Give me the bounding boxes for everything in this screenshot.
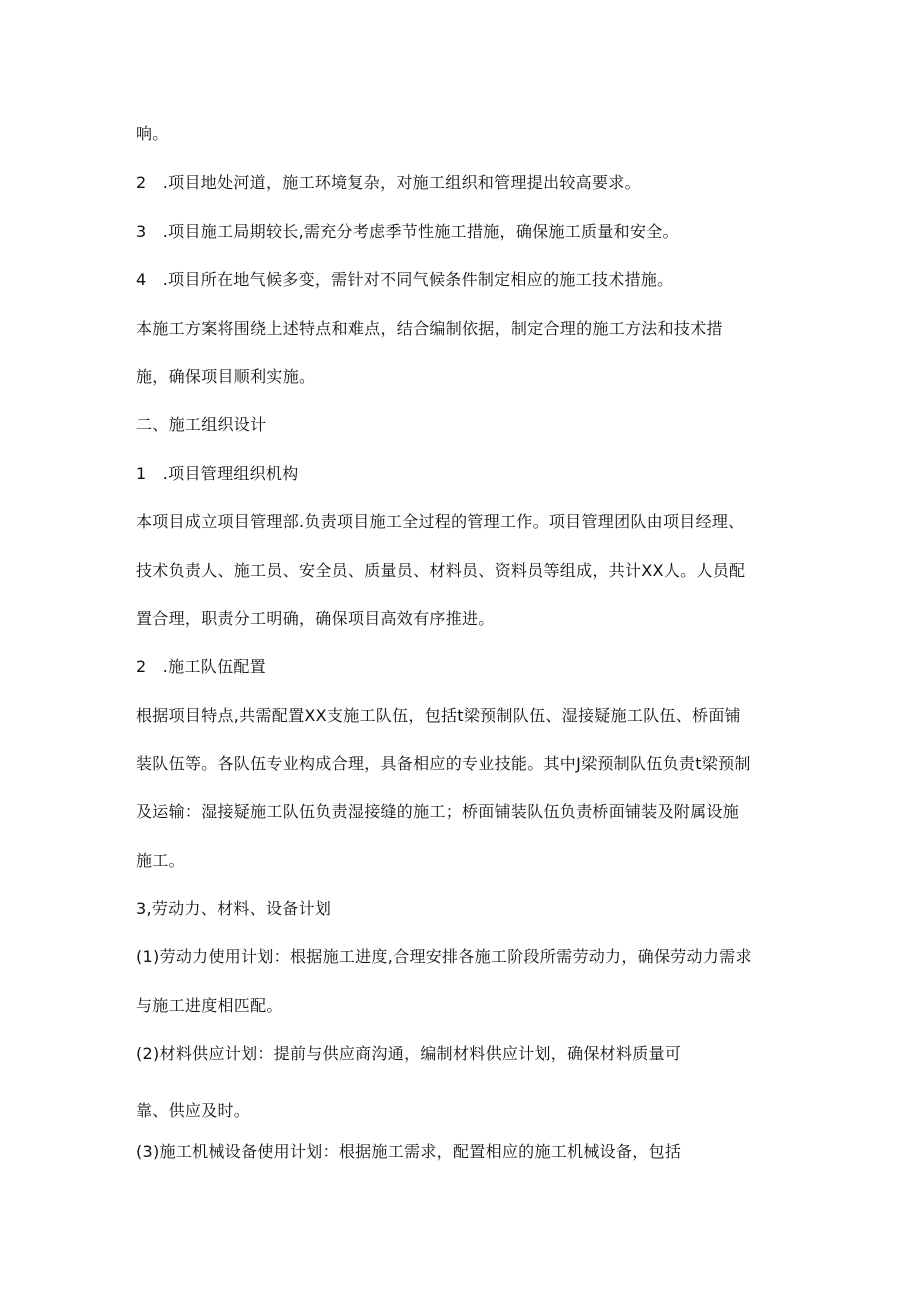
paragraph-line: 技术负责人、施工员、安全员、质量员、材料员、资料员等组成，共计XX人。人员配 xyxy=(136,561,746,580)
paragraph-line: 施工。 xyxy=(136,851,185,870)
section-heading: 二、施工组织设计 xyxy=(136,415,267,434)
paragraph-line: 靠、供应及时。 xyxy=(136,1101,251,1120)
list-item-3: 3 .项目施工局期较长,需充分考虑季节性施工措施，确保施工质量和安全。 xyxy=(136,222,679,241)
paragraph-line: 与施工进度相匹配。 xyxy=(136,996,283,1015)
subsection-heading: 2 .施工队伍配置 xyxy=(136,657,266,676)
paragraph-line: (2)材料供应计划：提前与供应商沟通，编制材料供应计划，确保材料质量可 xyxy=(136,1044,682,1063)
paragraph-line: (1)劳动力使用计划：根据施工进度,合理安排各施工阶段所需劳动力，确保劳动力需求 xyxy=(136,947,752,966)
text-line: 响。 xyxy=(136,124,169,143)
paragraph-line: 本施工方案将围绕上述特点和难点，结合编制依据，制定合理的施工方法和技术措 xyxy=(136,319,723,338)
list-item-2: 2 .项目地处河道，施工环境复杂，对施工组织和管理提出较高要求。 xyxy=(136,173,641,192)
paragraph-line: (3)施工机械设备使用计划：根据施工需求，配置相应的施工机械设备，包括 xyxy=(136,1142,682,1161)
subsection-heading: 1 .项目管理组织机构 xyxy=(136,464,299,483)
paragraph-line: 根据项目特点,共需配置XX支施工队伍，包括t梁预制队伍、湿接疑施工队伍、桥面铺 xyxy=(136,706,741,725)
paragraph-line: 置合理，职责分工明确，确保项目高效有序推进。 xyxy=(136,609,495,628)
paragraph-line: 施，确保项目顺利实施。 xyxy=(136,367,316,386)
list-item-4: 4 .项目所在地气候多变，需针对不同气候条件制定相应的施工技术措施。 xyxy=(136,270,674,289)
paragraph-line: 装队伍等。各队伍专业构成合理，具备相应的专业技能。其中J梁预制队伍负责t梁预制 xyxy=(136,754,751,773)
subsection-heading: 3,劳动力、材料、设备计划 xyxy=(136,899,332,918)
paragraph-line: 本项目成立项目管理部.负责项目施工全过程的管理工作。项目管理团队由项目经理、 xyxy=(136,512,745,531)
paragraph-line: 及运输：湿接疑施工队伍负责湿接缝的施工；桥面铺装队伍负责桥面铺装及附属设施 xyxy=(136,802,740,821)
